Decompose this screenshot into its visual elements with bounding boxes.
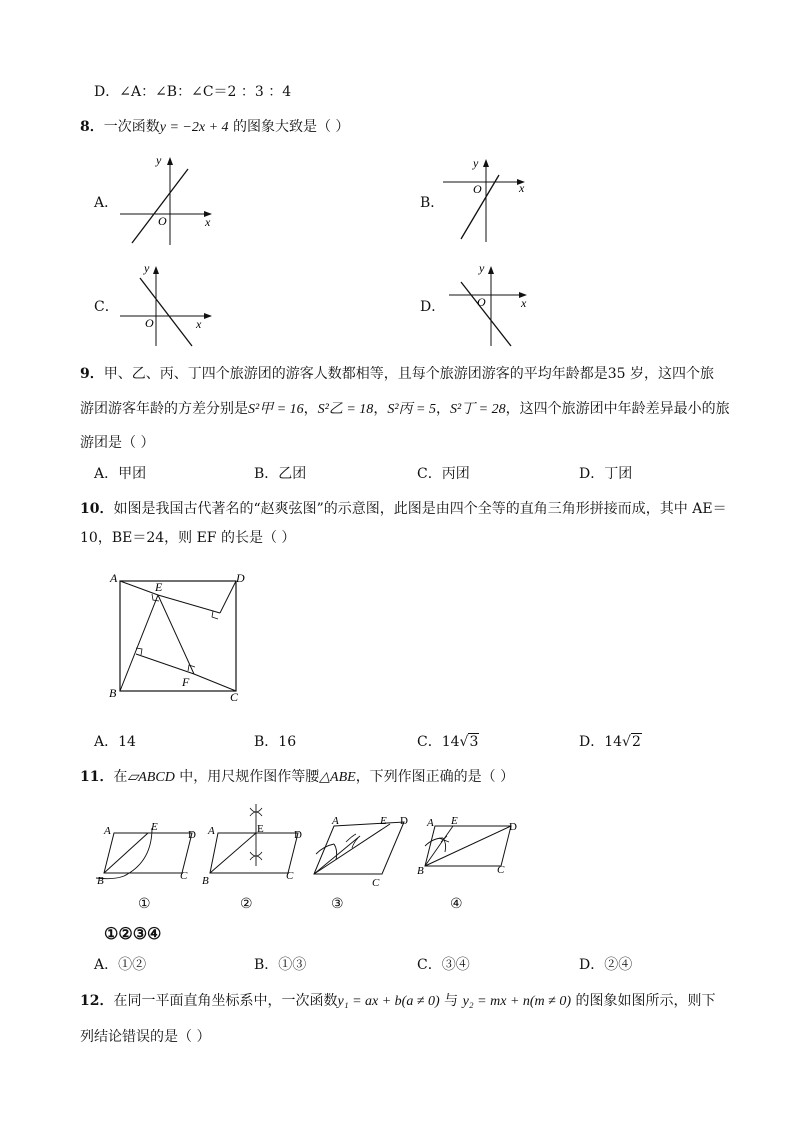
q9-option-a: A．甲团 — [94, 466, 147, 482]
q8-b-x: x — [519, 181, 525, 195]
q11-f2-d: D — [294, 829, 302, 841]
q11-f2-c: C — [286, 870, 294, 882]
q10-pt-d: D — [236, 571, 245, 585]
q10-option-c — [417, 732, 479, 752]
q11-f4-c: C — [497, 864, 505, 876]
q8-a-x: x — [205, 215, 211, 229]
q8-label-b: B． — [420, 195, 445, 211]
q9-line2-post: ，这四个旅游团中年龄差异最小的旅 — [505, 401, 730, 417]
q11-figure-1 — [94, 818, 204, 888]
q8-label-a: A． — [94, 195, 119, 211]
q9-line2: 游团游客年龄的方差分别是S²甲 = 16，S²乙 = 18，S²丙 = 5，S²丁 = 28，这四个旅游团中年龄差异最小的旅 — [80, 401, 730, 417]
q11-f3-a: A — [332, 815, 339, 827]
q11-f3-d: D — [400, 815, 408, 827]
q12-stem-pre: 在同一平面直角坐标系中，一次函数 — [113, 993, 338, 1009]
q10-option-c-radicand: 3 — [469, 734, 479, 750]
q8-stem — [80, 117, 349, 138]
q10-option-c-sqrt: √3 — [459, 734, 479, 750]
q10-line2: 10，BE＝24，则 EF 的长是（ ） — [80, 530, 296, 546]
q11-f1-e: E — [151, 821, 158, 833]
q11-fig-label-4: ④ — [450, 896, 463, 912]
q10-option-b: B．16 — [254, 734, 297, 750]
q12-stem-post: 的图象如图所示，则下 — [571, 993, 716, 1009]
q11-f4-b: B — [417, 865, 424, 877]
q8-stem-pre: 一次函数 — [103, 119, 160, 135]
q10-line1 — [80, 499, 727, 519]
q9-var3: S²丙 = 5 — [387, 402, 436, 417]
q11-f1-d: D — [188, 829, 196, 841]
q12-stem-mid: 与 — [439, 993, 463, 1009]
q11-number: 11． — [80, 769, 114, 785]
q11-option-a: A．①② — [94, 957, 147, 973]
q11-stem — [80, 767, 514, 788]
q9-line3: 游团是（ ） — [80, 435, 155, 451]
q8-graph-d — [441, 262, 541, 352]
q12-number: 12． — [80, 993, 114, 1009]
q11-option-c: C．③④ — [417, 957, 470, 973]
q8-a-y: y — [156, 153, 162, 167]
q9-var2: S²乙 = 18 — [317, 402, 374, 417]
q11-para: ▱ABCD — [127, 770, 175, 785]
q9-line1 — [80, 364, 714, 384]
q9-var4: S²丁 = 28 — [449, 402, 506, 417]
q11-option-b: B．①③ — [254, 957, 307, 973]
q12-f1: y₁ = ax + b(a ≠ 0) — [337, 994, 440, 1009]
q11-fig-label-2: ② — [240, 896, 253, 912]
q8-graph-c — [118, 262, 218, 352]
q8-b-o: O — [473, 182, 482, 196]
q11-f3-e: E — [380, 815, 387, 827]
q11-tri: △ABE — [319, 770, 356, 785]
q8-d-x: x — [521, 296, 527, 310]
q11-f4-d: D — [509, 821, 517, 833]
q9-line2-pre: 游团游客年龄的方差分别是 — [80, 401, 248, 417]
q8-label-d: D． — [420, 299, 446, 315]
q10-figure — [108, 570, 248, 705]
q9-option-b: B．乙团 — [254, 466, 307, 482]
q10-pt-f: F — [182, 675, 190, 689]
q9-line1-text: 甲、乙、丙、丁四个旅游团的游客人数都相等，且每个旅游团游客的平均年龄都是35 岁，这四个旅 — [103, 366, 715, 382]
q8-number: 8． — [80, 119, 104, 135]
q8-c-o: O — [145, 316, 154, 330]
q11-stem-post: ，下列作图正确的是（ ） — [355, 769, 515, 785]
q11-f2-e: E — [257, 823, 264, 835]
q11-f2-b: B — [202, 875, 209, 887]
q10-line1-text: 如图是我国古代著名的“赵爽弦图”的示意图，此图是由四个全等的直角三角形拼接而成，其中 AE＝ — [113, 501, 727, 517]
q9-number: 9． — [80, 366, 104, 382]
q11-f1-a: A — [104, 825, 111, 837]
q8-b-y: y — [473, 156, 479, 170]
q10-option-d — [579, 732, 642, 752]
q10-option-a: A．14 — [94, 734, 136, 750]
q10-pt-e: E — [155, 580, 163, 594]
q10-option-d-radicand: 2 — [631, 734, 641, 750]
q11-figure-3 — [308, 812, 418, 892]
q8-label-c: C． — [94, 299, 119, 315]
q11-f1-c: C — [180, 870, 188, 882]
q9-var1: S²甲 = 16 — [248, 402, 304, 417]
q11-fig-label-3: ③ — [331, 896, 344, 912]
q12-line2: 列结论错误的是（ ） — [80, 1029, 211, 1045]
q10-number: 10． — [80, 501, 114, 517]
q10-option-c-text: C．14 — [417, 734, 460, 750]
q8-graph-b — [441, 157, 541, 247]
q9-option-d: D．丁团 — [579, 466, 633, 482]
q11-f2-a: A — [208, 825, 215, 837]
q8-c-y: y — [144, 261, 150, 275]
q11-figure-4 — [415, 812, 530, 882]
q11-f4-e: E — [451, 815, 458, 827]
q10-option-d-text: D．14 — [579, 734, 623, 750]
q11-circled-row: ①②③④ — [104, 924, 162, 943]
q11-option-d: D．②④ — [579, 957, 633, 973]
q8-a-o: O — [158, 214, 167, 228]
q12-line1 — [80, 991, 715, 1012]
q10-pt-a: A — [110, 571, 118, 585]
q11-f1-b: B — [97, 875, 104, 887]
q11-fig-label-1: ① — [138, 896, 151, 912]
q12-f2: y₂ = mx + n(m ≠ 0) — [462, 994, 572, 1009]
q11-f4-a: A — [427, 817, 434, 829]
q8-c-x: x — [196, 317, 202, 331]
q11-f3-c: C — [372, 877, 380, 889]
q11-stem-mid: 中，用尺规作图作等腰 — [174, 769, 320, 785]
q8-graph-a — [118, 155, 218, 250]
q8-d-o: O — [477, 295, 486, 309]
q8-stem-post: 的图象大致是（ ） — [228, 119, 350, 135]
q7-option-d: D．∠A：∠B：∠C＝2 ：3 ：4 — [94, 84, 292, 100]
q8-formula: y = −2x + 4 — [159, 120, 229, 135]
q10-pt-b: B — [109, 686, 117, 700]
q8-d-y: y — [479, 261, 485, 275]
q11-stem-pre: 在 — [113, 769, 128, 785]
q11-figure-2 — [200, 802, 310, 888]
q10-option-d-sqrt: √2 — [622, 734, 641, 750]
q10-pt-c: C — [230, 690, 239, 704]
q9-option-c: C．丙团 — [417, 466, 470, 482]
